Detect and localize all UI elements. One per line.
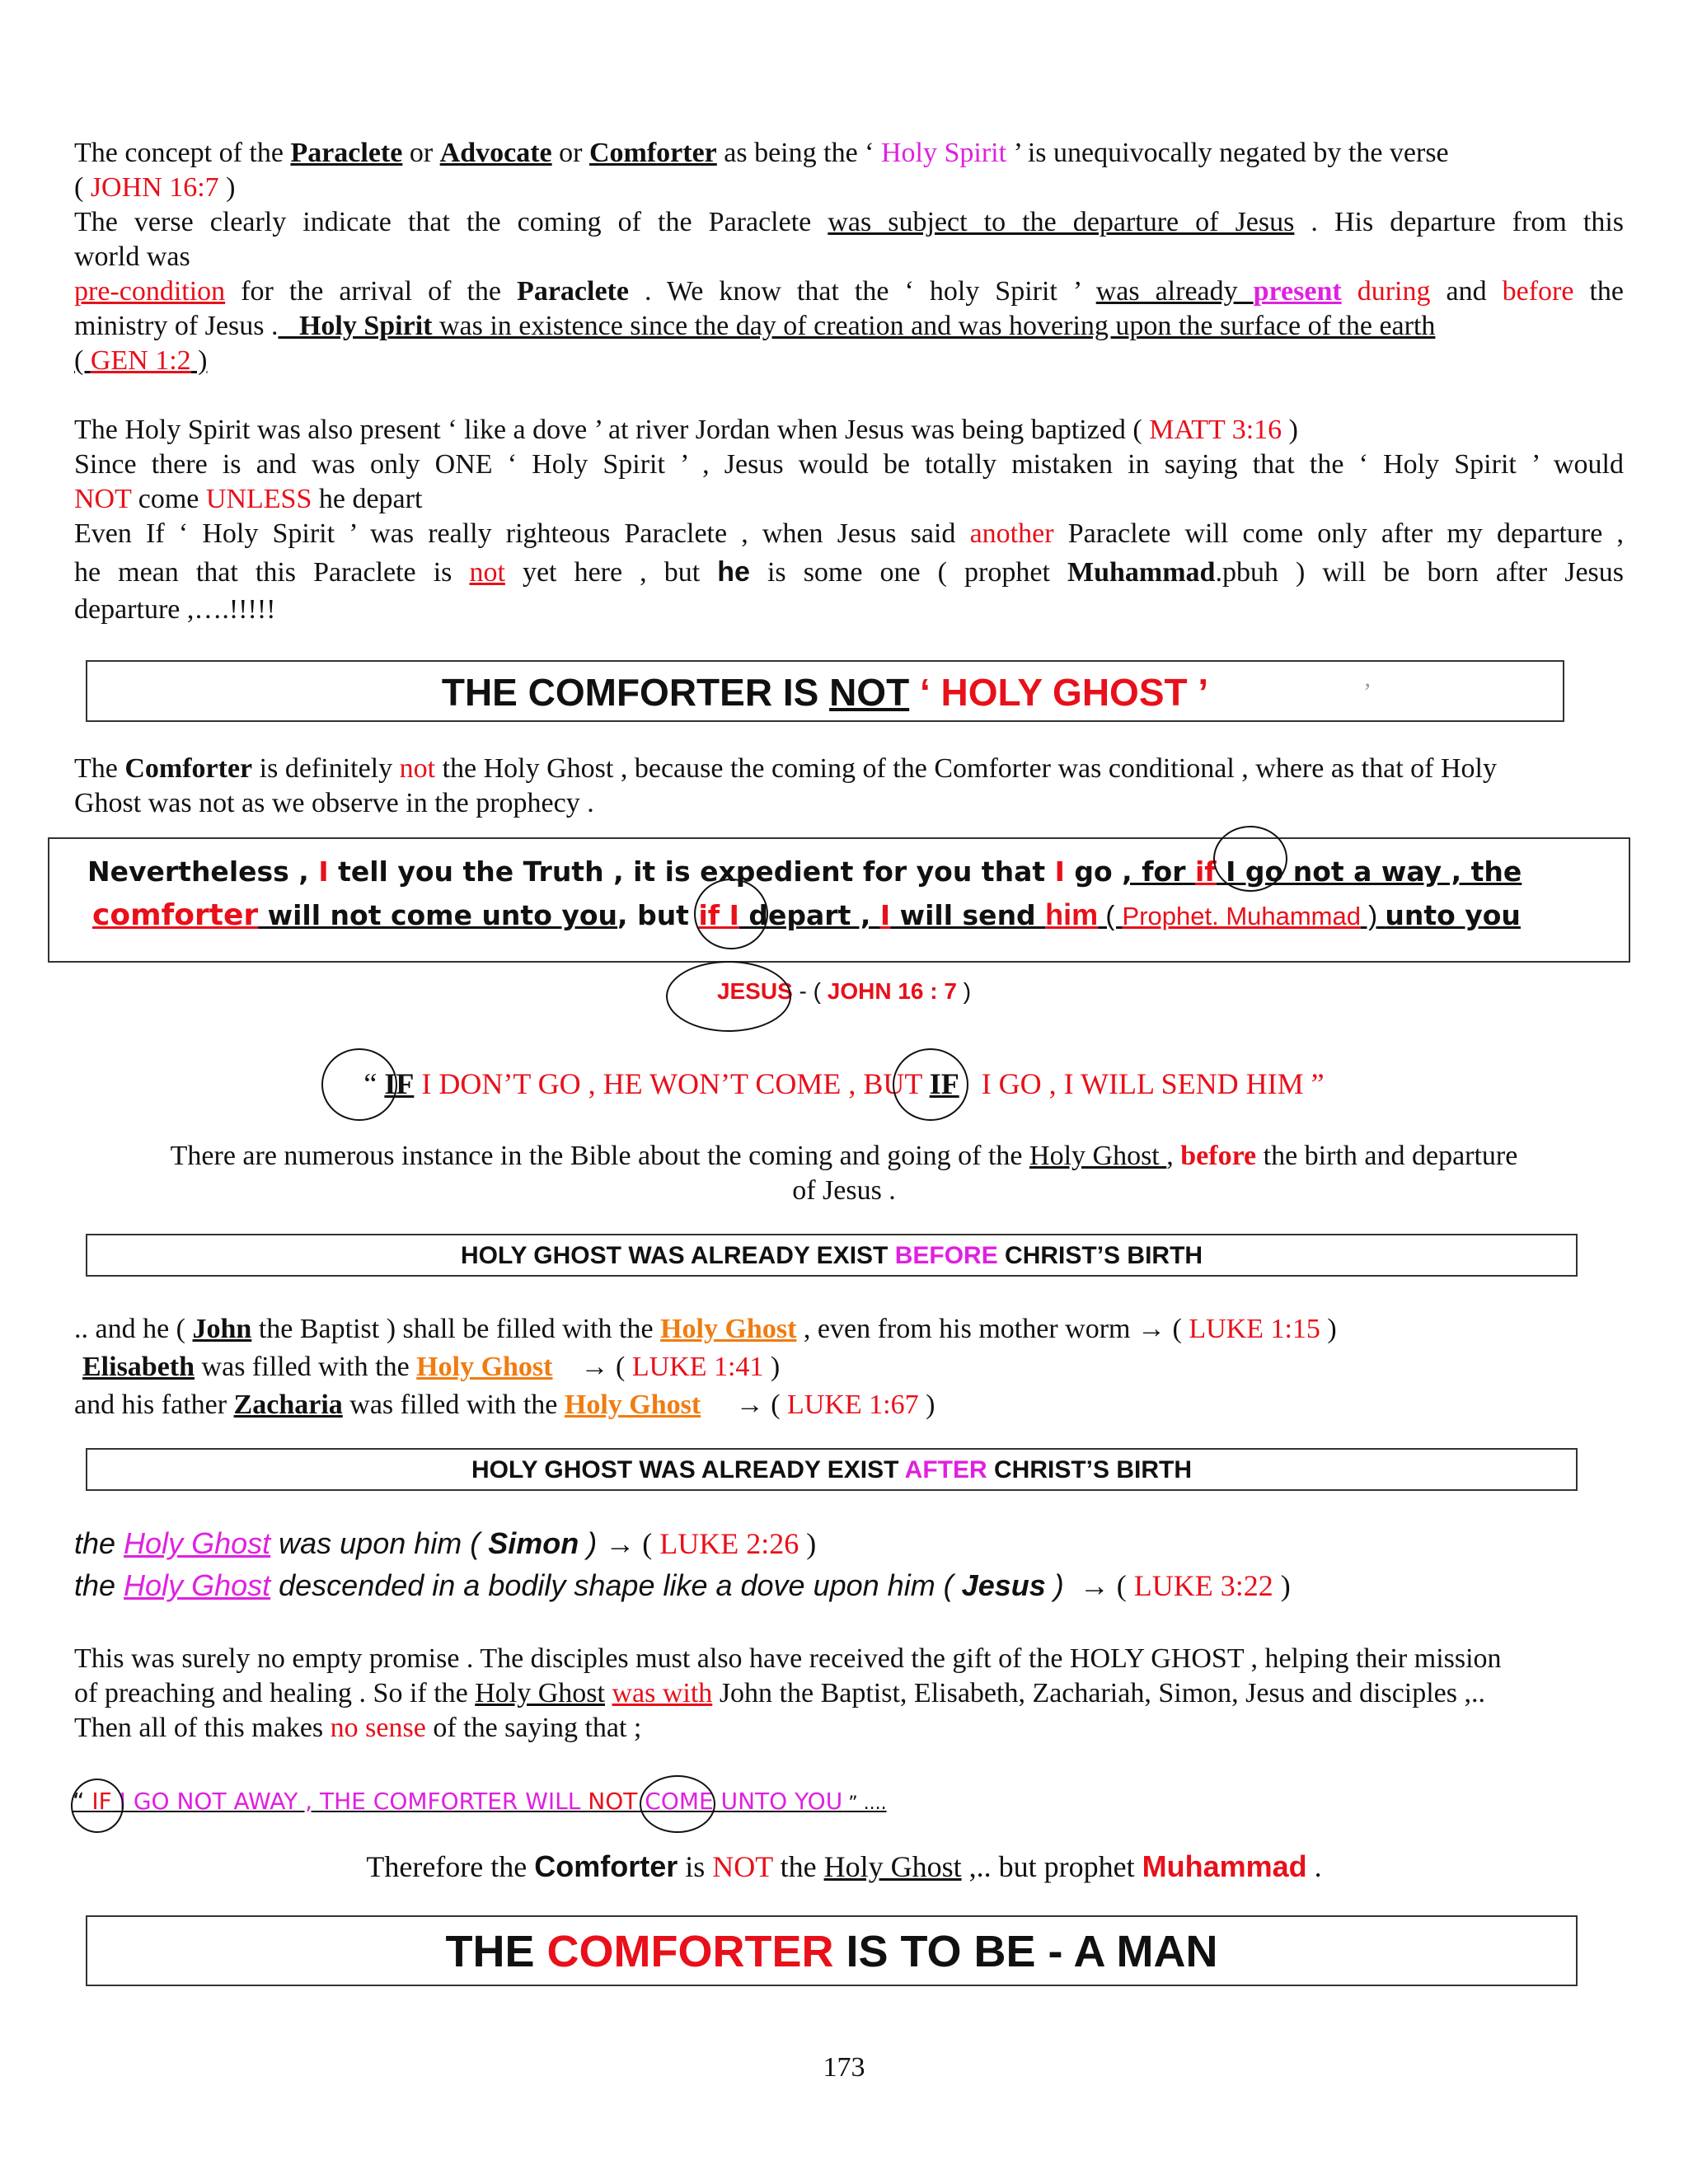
term-holy-ghost: Holy Ghost	[124, 1568, 271, 1602]
term-was-with: was with	[612, 1678, 713, 1708]
underlined-text: I go not a way , the	[1216, 855, 1522, 888]
text: go	[1064, 855, 1123, 888]
text: )	[1282, 415, 1298, 445]
text: he mean that this Paraclete is	[74, 557, 470, 588]
text: the birth and departure	[1256, 1141, 1518, 1171]
arrow-right-icon: →	[605, 1527, 635, 1560]
term-comforter: COMFORTER	[546, 1927, 834, 1976]
after-list-item	[74, 1567, 1624, 1605]
stray-mark: ’	[1363, 678, 1372, 705]
text: come	[131, 484, 206, 514]
text: “	[363, 1067, 385, 1100]
term-if: if	[698, 899, 720, 931]
annotation-circle	[71, 1779, 124, 1833]
verse-reference: JOHN 16 : 7	[827, 978, 957, 1004]
term-muhammad: Muhammad	[1142, 1849, 1307, 1883]
para1-line4	[74, 240, 1624, 274]
annotation-circle	[640, 1775, 715, 1833]
text: (	[1109, 1569, 1134, 1602]
underlined-text: , for	[1122, 855, 1195, 888]
text: Therefore the	[366, 1850, 535, 1883]
arrow-right-icon: →	[1071, 1569, 1109, 1602]
term-no-sense: no sense	[330, 1713, 426, 1743]
text: for the arrival of the	[225, 276, 518, 307]
para2-line5	[74, 555, 1624, 590]
text: The Holy Spirit was also present ‘ like a dove ’ at river Jordan when Jesus was being baptized (	[74, 415, 1150, 445]
text: CHRIST’S BIRTH	[997, 1242, 1203, 1269]
text: There are numerous instance in the Bible about the coming and going of the	[170, 1141, 1030, 1171]
text: he depart	[312, 484, 423, 514]
heading-4	[87, 1927, 1576, 1976]
para5-line1	[74, 1642, 1624, 1676]
text: (	[608, 1352, 632, 1382]
text: is definitely	[252, 753, 400, 784]
heading-1	[87, 670, 1563, 715]
term-jesus: Jesus	[961, 1568, 1046, 1602]
text: or	[402, 138, 440, 168]
term-precondition: pre-condition	[74, 276, 226, 307]
term-elisabeth: Elisabeth	[82, 1352, 195, 1382]
verse-reference: LUKE 1:67	[787, 1390, 919, 1420]
text: descended in a bodily shape like a dove upon him (	[270, 1568, 962, 1602]
term-prophet-muhammad: Prophet. Muhammad	[1122, 902, 1361, 930]
term-i: I	[879, 899, 891, 931]
text: the	[1573, 276, 1624, 307]
text: )	[1045, 1568, 1072, 1602]
term-if: IF	[384, 1067, 415, 1100]
term-if: IF	[929, 1067, 959, 1100]
text: ’ is unequivocally negated by the verse	[1006, 138, 1449, 168]
text: is some one ( prophet	[749, 557, 1067, 588]
term-if: IF	[91, 1788, 112, 1815]
text: This was surely no empty promise . The disciples must also have received the gift of the HOLY GHOST , helping their mission	[74, 1643, 1502, 1674]
text: world was	[74, 241, 190, 272]
text: was filled with the	[195, 1352, 417, 1382]
after-list-item	[74, 1525, 1624, 1563]
term-not: NOT	[712, 1850, 773, 1883]
underlined-text: was already	[1095, 276, 1254, 307]
page-number	[0, 2050, 1688, 2085]
text: THE	[445, 1927, 547, 1976]
text: Ghost was not as we observe in the prophecy .	[74, 788, 594, 818]
quote-line2	[92, 895, 1609, 936]
verse-reference: GEN 1:2	[90, 345, 191, 376]
underlined-text: depart ,	[738, 899, 880, 931]
text: as being the ‘	[716, 138, 881, 168]
text: )	[579, 1526, 606, 1560]
term-comforter: Comforter	[124, 753, 253, 784]
term-present: present	[1253, 276, 1342, 307]
text: (	[74, 345, 91, 376]
text: Nevertheless ,	[87, 855, 319, 888]
term-not: NOT	[829, 671, 910, 714]
heading-box-3	[86, 1448, 1578, 1491]
para2-line6	[74, 593, 1624, 627]
para1-line1	[74, 136, 1624, 171]
term-zacharia: Zacharia	[233, 1390, 343, 1420]
text: )	[763, 1352, 781, 1382]
text: is	[678, 1850, 713, 1883]
text: )	[956, 978, 972, 1004]
para1-line5	[74, 274, 1624, 309]
text: The verse clearly indicate that the coming of the Paraclete	[74, 207, 828, 237]
term-jesus: JESUS	[716, 978, 793, 1004]
term-holy-ghost: Holy Ghost	[475, 1678, 605, 1708]
text: (	[1098, 900, 1123, 930]
annotation-circle	[666, 961, 791, 1032]
text: )	[799, 1527, 817, 1560]
arrow-right-icon: →	[552, 1352, 609, 1382]
para5-line2	[74, 1676, 1624, 1711]
text: and	[1430, 276, 1503, 307]
text: )	[1320, 1314, 1337, 1344]
text-magenta: I GO NOT AWAY , THE COMFORTER WILL	[111, 1788, 588, 1815]
annotation-circle	[1213, 826, 1287, 892]
text: , but	[617, 899, 699, 931]
text: Then all of this makes	[74, 1713, 331, 1743]
heading-box-1	[86, 660, 1564, 722]
text: )	[1273, 1569, 1291, 1602]
verse-reference: LUKE 3:22	[1133, 1569, 1273, 1602]
para1-line7	[74, 344, 1624, 378]
verse-reference: LUKE 1:41	[631, 1352, 764, 1382]
text: the	[74, 1568, 124, 1602]
term-holy-ghost: Holy Ghost	[124, 1526, 271, 1560]
underlined-text: unto you	[1385, 899, 1521, 931]
underlined-text: was subject to the departure of Jesus	[828, 207, 1295, 237]
para1-line3	[74, 205, 1624, 240]
conclusion	[0, 1848, 1688, 1886]
term-comforter: Comforter	[588, 138, 717, 168]
term-holy-ghost: Holy Ghost	[660, 1314, 797, 1344]
text: or	[551, 138, 589, 168]
para5-line3	[74, 1711, 1624, 1746]
annotation-circle	[321, 1048, 397, 1121]
para1-line6	[74, 309, 1624, 344]
para2-line3	[74, 482, 1624, 517]
text: departure ,….!!!!!	[74, 594, 276, 625]
text: )	[218, 172, 236, 203]
text-red: I GO , I WILL SEND HIM ”	[959, 1067, 1325, 1100]
page-number-text: 173	[823, 2052, 865, 2083]
underlined-text: will not come unto you	[258, 899, 618, 931]
text: was filled with the	[342, 1390, 565, 1420]
term-i: I	[1054, 855, 1065, 888]
term-him: him	[1045, 898, 1099, 931]
before-list-item	[74, 1312, 1624, 1347]
text: Even If ‘ Holy Spirit ’ was really righteous Paraclete , when Jesus said	[74, 518, 970, 549]
heading-box-2	[86, 1234, 1578, 1277]
text: . We know that the ‘ holy Spirit ’	[628, 276, 1096, 307]
text: was upon him (	[270, 1526, 489, 1560]
underlined-text	[278, 311, 299, 341]
text: the Holy Ghost , because the coming of the Comforter was conditional , where as that of Holy	[435, 753, 1497, 784]
arrow-right-icon: →	[701, 1390, 764, 1420]
text: - (	[792, 978, 828, 1004]
underlined-text: will send	[890, 899, 1046, 931]
before-list-item	[74, 1388, 1624, 1422]
text: John the Baptist, Elisabeth, Zachariah, Simon, Jesus and disciples ,..	[712, 1678, 1486, 1708]
term-during: during	[1341, 276, 1431, 307]
arrow-right-icon: →	[1137, 1314, 1165, 1344]
term-john: John	[192, 1314, 252, 1344]
para4-line2	[0, 1174, 1688, 1208]
text: ,	[1166, 1141, 1181, 1171]
para1-line2	[74, 171, 1624, 205]
text: the Baptist ) shall be filled with the	[251, 1314, 661, 1344]
text: Since there is and was only ONE ‘ Holy Spirit ’ , Jesus would be totally mistaken in saying that the ‘ Holy Spirit ’ would	[74, 449, 1624, 480]
text: HOLY GHOST WAS ALREADY EXIST	[471, 1456, 905, 1483]
text: (	[74, 172, 91, 203]
quote-line1	[87, 852, 1604, 892]
text: THE COMFORTER IS	[441, 671, 830, 714]
text: IS TO BE - A MAN	[833, 1927, 1218, 1976]
text: (	[635, 1527, 660, 1560]
text: , even from his mother worm	[796, 1314, 1137, 1344]
heading-box-4	[86, 1915, 1578, 1986]
text: (	[763, 1390, 788, 1420]
para2-line1	[74, 413, 1624, 448]
term-paraclete: Paraclete	[290, 138, 403, 168]
para2-line2	[74, 448, 1624, 482]
heading-2	[87, 1242, 1576, 1270]
term-holy-spirit: Holy Spirit	[880, 138, 1007, 168]
text: and his father	[74, 1390, 234, 1420]
term-holy-spirit: Holy Spirit	[298, 311, 433, 341]
text: yet here , but	[504, 557, 718, 588]
annotation-circle	[893, 1048, 968, 1121]
text: (	[1165, 1314, 1189, 1344]
term-he: he	[717, 556, 750, 588]
annotation-circle	[694, 879, 768, 949]
text: the	[74, 1526, 124, 1560]
para3-line1	[74, 752, 1624, 786]
if-line	[0, 1066, 1688, 1101]
text: . His departure from this	[1294, 207, 1625, 237]
verse-reference: LUKE 2:26	[659, 1527, 799, 1560]
verse-reference: LUKE 1:15	[1189, 1314, 1320, 1344]
term-comforter: comforter	[92, 898, 259, 932]
para2-line4	[74, 517, 1624, 551]
text: )	[190, 345, 208, 376]
text: of the saying that ;	[425, 1713, 642, 1743]
text: The concept of the	[74, 138, 291, 168]
small-quote	[73, 1785, 1622, 1821]
text: CHRIST’S BIRTH	[987, 1456, 1192, 1483]
term-muhammad: Muhammad	[1067, 557, 1216, 588]
term-comforter: Comforter	[534, 1849, 678, 1883]
verse-reference: JOHN 16:7	[90, 172, 219, 203]
text: ” ....	[842, 1793, 887, 1814]
text: the	[772, 1850, 824, 1883]
term-holy-ghost: ‘ HOLY GHOST ’	[909, 671, 1209, 714]
text: .. and he (	[74, 1314, 193, 1344]
text: ministry of Jesus .	[74, 311, 279, 341]
term-not: not	[399, 753, 436, 784]
text: “	[73, 1788, 92, 1815]
term-i: I	[720, 899, 739, 931]
text: .	[1306, 1850, 1322, 1883]
text: Paraclete will come only after my departure ,	[1053, 518, 1624, 549]
citation	[0, 974, 1688, 1009]
term-if: if	[1195, 855, 1217, 888]
term-holy-ghost: Holy Ghost	[1029, 1141, 1167, 1171]
text: )	[1361, 900, 1386, 930]
text: of preaching and healing . So if the	[74, 1678, 476, 1708]
text-red: I DON’T GO , HE WON’T COME , BUT	[414, 1067, 930, 1100]
before-list-item	[82, 1350, 1632, 1385]
text: )	[918, 1390, 935, 1420]
term-holy-ghost: Holy Ghost	[564, 1390, 701, 1420]
text: HOLY GHOST WAS ALREADY EXIST	[460, 1242, 895, 1269]
term-unless: UNLESS	[205, 484, 312, 514]
term-simon: Simon	[488, 1526, 579, 1560]
text: tell you the Truth , it is expedient for you that	[328, 855, 1055, 888]
verse-reference: MATT 3:16	[1149, 415, 1282, 445]
term-another: another	[969, 518, 1054, 549]
term-not: NOT	[74, 484, 132, 514]
term-before: before	[1180, 1141, 1257, 1171]
term-before: before	[1502, 276, 1574, 307]
text: of Jesus .	[792, 1175, 896, 1206]
underlined-text: was in existence since the day of creation and was hovering upon the surface of the earth	[432, 311, 1436, 341]
term-holy-ghost: Holy Ghost	[416, 1352, 553, 1382]
term-after: AFTER	[904, 1456, 987, 1483]
term-not: not	[469, 557, 505, 588]
text-magenta: COME UNTO YOU	[637, 1788, 843, 1815]
term-i: I	[318, 855, 329, 888]
text: The	[74, 753, 125, 784]
term-paraclete: Paraclete	[517, 276, 629, 307]
term-before: BEFORE	[894, 1242, 998, 1269]
heading-3	[87, 1456, 1576, 1484]
term-advocate: Advocate	[439, 138, 552, 168]
para4-line1	[0, 1139, 1688, 1174]
text: ,.. but prophet	[961, 1850, 1142, 1883]
term-holy-ghost: Holy Ghost	[823, 1850, 962, 1883]
para3-line2	[74, 786, 1624, 821]
text: .pbuh ) will be born after Jesus	[1215, 557, 1625, 588]
term-not: NOT	[588, 1788, 638, 1815]
